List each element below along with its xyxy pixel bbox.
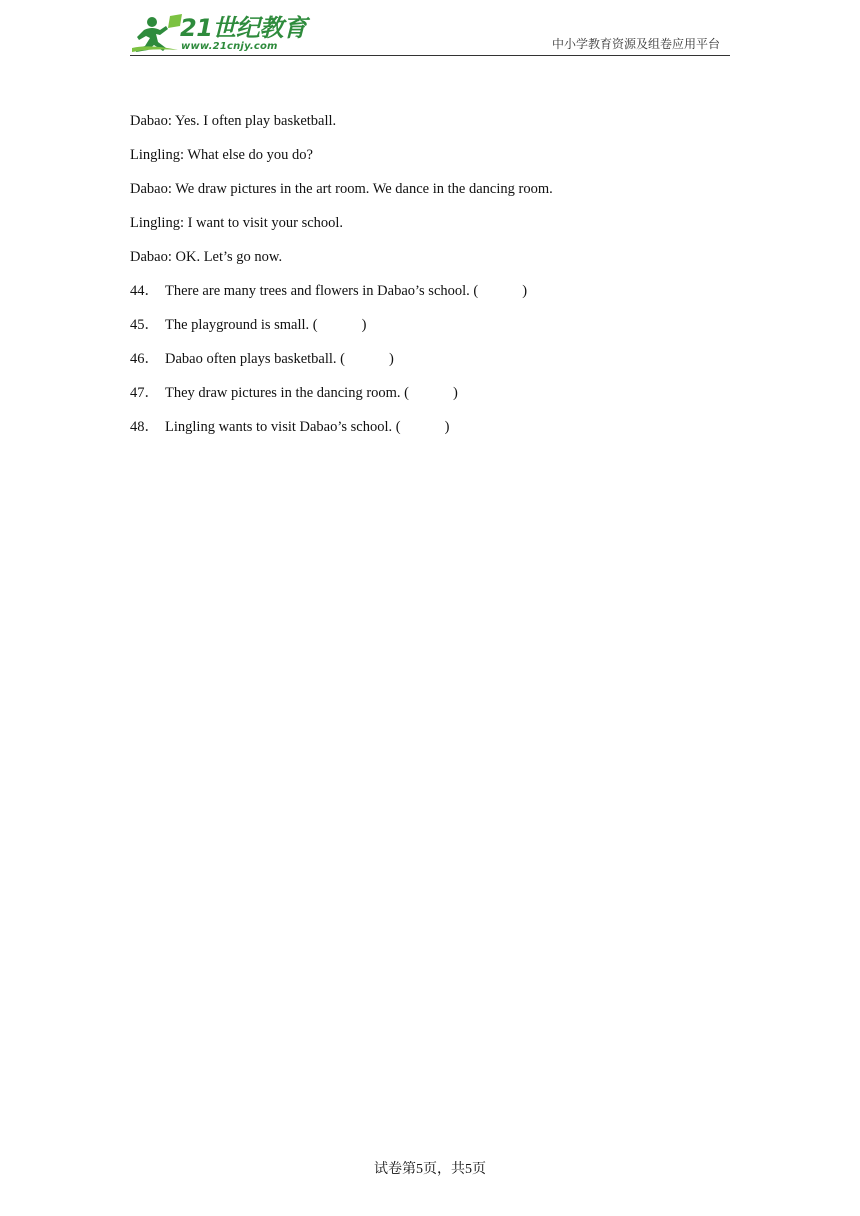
question-47 — [130, 383, 730, 403]
question-number: 48． — [130, 419, 159, 435]
runner-logo-icon — [130, 14, 186, 54]
question-text: The playground is small. ( — [165, 317, 318, 333]
dialogue-line: Dabao: OK. Let’s go now. — [130, 249, 283, 265]
page-footer: 试卷第5页，共5页 — [374, 1162, 486, 1177]
dialogue-line: Lingling: What else do you do? — [130, 147, 313, 163]
exam-content — [130, 111, 730, 451]
question-close: ) — [522, 283, 528, 299]
question-text: They draw pictures in the dancing room. ( — [165, 385, 410, 401]
logo-url: www.21cnjy.com — [181, 41, 278, 52]
question-close: ) — [444, 419, 450, 435]
question-44 — [130, 281, 730, 301]
question-text: Lingling wants to visit Dabao’s school. ( — [165, 419, 401, 435]
platform-name: 中小学教育资源及组卷应用平台 — [551, 37, 720, 51]
question-number: 45． — [130, 317, 159, 333]
logo-title: 21世纪教育 — [180, 14, 307, 42]
page-header — [130, 8, 730, 56]
dialogue-line: Dabao: We draw pictures in the art room. We dance in the dancing room. — [130, 181, 553, 197]
question-45 — [130, 315, 730, 335]
question-48 — [130, 417, 730, 437]
question-close: ) — [388, 351, 394, 367]
question-text: Dabao often plays basketball. ( — [165, 351, 345, 367]
question-number: 44． — [130, 283, 159, 299]
dialogue-line: Lingling: I want to visit your school. — [130, 215, 344, 231]
question-text: There are many trees and flowers in Dabao’s school. ( — [165, 283, 479, 299]
dialogue-line: Dabao: Yes. I often play basketball. — [130, 113, 337, 129]
question-number: 47． — [130, 385, 159, 401]
question-number: 46． — [130, 351, 159, 367]
question-close: ) — [453, 385, 458, 401]
question-46 — [130, 349, 730, 369]
question-close: ) — [361, 317, 367, 333]
site-logo[interactable] — [130, 10, 307, 54]
